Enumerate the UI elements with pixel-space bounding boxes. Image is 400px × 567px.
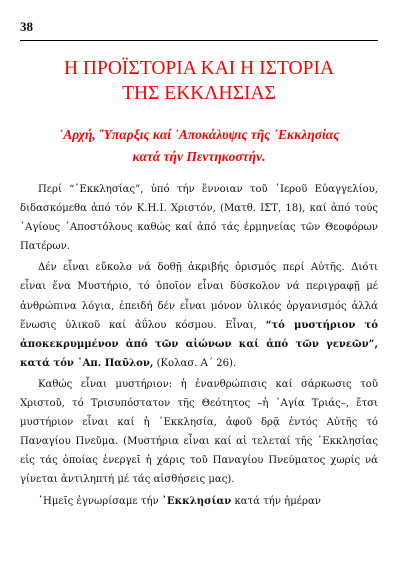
header-rule	[20, 40, 378, 41]
body-text	[20, 180, 378, 511]
paragraph-2-text: Δέν εἶναι εὔκολο νά δοθῇ ἀκριβής ὁρισμός περί Αὐτῆς. Διότι εἶναι ἕνα Μυστήριο, τό ὁποῖον εἶναι δύσκολον νά περιγραφῇ μέ ἀνθρώπινα λόγια, ἐπειδή δέν εἶναι μόνον ὑλικός ὀργανισμός ἀλλά ἕνωσις ὑλικοῦ καί ἀΰλου κόσμου. Εἶναι,	[20, 262, 378, 331]
section-subtitle-line-2: κατά τήν Πεντηκοστήν.	[132, 149, 266, 164]
quote-reference: (Κολασ. Α´ 26).	[153, 357, 237, 369]
chapter-title	[20, 56, 378, 106]
chapter-title-line-1: Η ΠΡΟΪΣΤΟΡΙΑ ΚΑΙ Η ΙΣΤΟΡΙΑ	[63, 58, 335, 79]
paragraph-4-text: ῾Ημεῖς ἐγνωρίσαμε τήν	[38, 495, 162, 507]
paragraph-4-continuation: κατά τήν ἡμέραν	[231, 495, 321, 507]
page-number: 38	[20, 19, 33, 34]
paragraph-2	[20, 258, 378, 373]
paragraph-1: Περί “᾿Εκκλησίας”, ὑπό τήν ἔννοιαν τοῦ ῾Ιεροῦ Εὐαγγελίου, διδασκόμεθα ἀπό τόν Κ.Η.Ι. Χριστόν, (Ματθ. ΙΣΤ, 18), καί ἀπό τούς ῾Αγίους ᾿Αποστόλους καθώς καί ἀπό τάς ἑρμηνείας τῶν Θεοφόρων Πατέρων.	[20, 184, 378, 253]
section-subtitle-line-1: ᾿Αρχή, ῞Υπαρξις καί ᾿Αποκάλυψις τῆς ᾿Εκκλησίας	[58, 127, 340, 142]
paragraph-3: Καθώς εἶναι μυστήριον: ἡ ἐνανθρώπισις καί σάρκωσις τοῦ Χριστοῦ, τό Τρισυπόστατον τῆς Θεότητος –ἡ ῾Αγία Τριάς–, ἔτσι μυστήριον εἶναι καί ἡ ᾿Εκκλησία, ἀφοῦ δρᾷ ἐντός Αὐτῆς τό Παναγίου Πνεῦμα. (Μυστήρια εἶναι καί αἱ τελεταί τῆς ᾿Εκκλησίας εἰς τάς ὁποίας ἐνεργεῖ ἡ χάρις τοῦ Παναγίου Πνεύματος χωρίς νά γίνεται ἀντιληπτή μέ τάς αἰσθήσεις μας).	[20, 378, 378, 486]
scripture-quote: “τό μυστήριον τό ἀποκεκρυμμένον ἀπό τῶν αἰώνων καί ἀπό τῶν γενεῶν”, κατά τόν ᾿Απ. Παῦλον,	[20, 319, 378, 369]
church-term: ᾿Εκκλησίαν	[161, 495, 232, 507]
paragraph-4	[20, 492, 378, 511]
section-subtitle	[20, 124, 378, 168]
chapter-title-line-2: ΤΗΣ ΕΚΚΛΗΣΙΑΣ	[122, 83, 276, 104]
